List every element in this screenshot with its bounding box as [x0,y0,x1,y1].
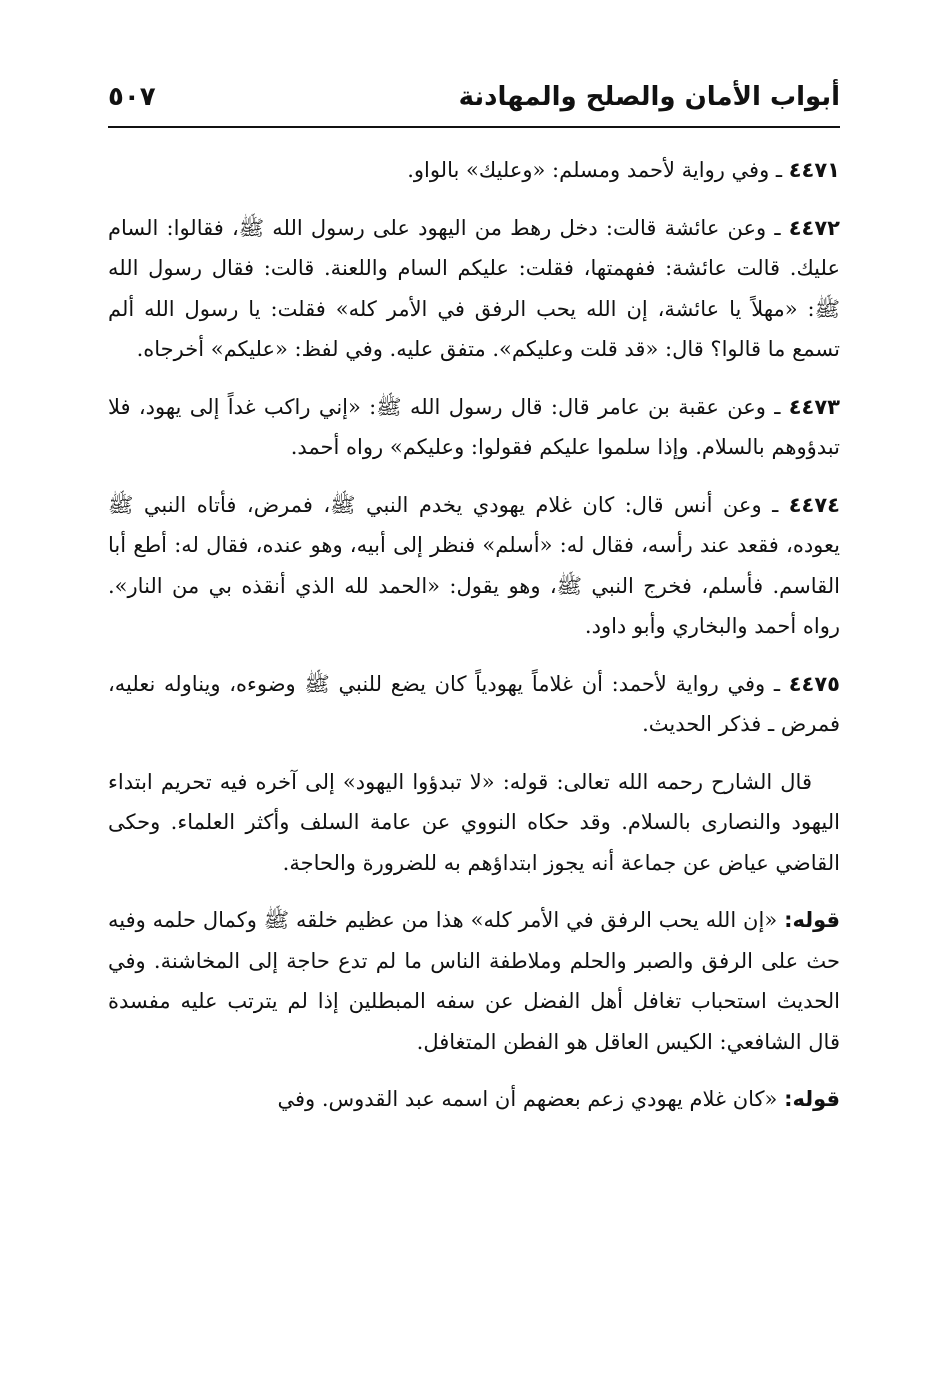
hadith-4475 [108,664,840,745]
hadith-4473 [108,387,840,468]
commentary-keyword: قوله: [784,908,840,932]
header-rule [108,126,840,128]
hadith-number: ٤٤٧٥ [788,671,840,696]
hadith-4471 [108,150,840,191]
commentary-text: قال الشارح رحمه الله تعالى: قوله: «لا تبدؤوا اليهود» إلى آخره فيه تحريم ابتداء اليهود والنصارى بالسلام. وقد حكاه النووي عن عامة السلف وأكثر العلماء. وحكى القاضي عياض عن جماعة أنه يجوز ابتداؤهم به للضرورة والحاجة. [108,769,840,875]
hadith-text: ـ وعن أنس قال: كان غلام يهودي يخدم النبي ﷺ، فمرض، فأتاه النبي ﷺ يعوده، فقعد عند رأسه، فقال له: «أسلم» فنظر إلى أبيه، وهو عنده، فقال له: أطع أبا القاسم. فأسلم، فخرج النبي ﷺ، وهو يقول: «الحمد لله الذي أنقذه بي من النار». رواه أحمد والبخاري وأبو داود. [108,492,840,638]
hadith-text: ـ وعن عائشة قالت: دخل رهط من اليهود على رسول الله ﷺ، فقالوا: السام عليك. قالت عائشة: ففهمتها، فقلت: عليكم السام واللعنة. قالت: فقال رسول الله ﷺ: «مهلاً يا عائشة، إن الله يحب الرفق في الأمر كله» فقلت: يا رسول الله ألم تسمع ما قالوا؟ قال: «قد قلت وعليكم». متفق عليه. وفي لفظ: «عليكم» أخرجاه. [108,215,840,361]
commentary-text: «كان غلام يهودي زعم بعضهم أن اسمه عبد القدوس. وفي [277,1087,785,1111]
page-header [108,76,840,128]
running-title: أبواب الأمان والصلح والمهادنة [458,82,840,112]
commentary-intro [108,762,840,884]
hadith-4472 [108,208,840,370]
hadith-number: ٤٤٧١ [788,158,840,182]
hadith-4474 [108,485,840,647]
page-body [108,150,840,1137]
commentary-paragraph [108,1079,840,1120]
commentary-text: «إن الله يحب الرفق في الأمر كله» هذا من عظيم خلقه ﷺ وكمال حلمه وفيه حث على الرفق والصبر والحلم وملاطفة الناس ما لم تدع حاجة إلى المخاشنة. وفي الحديث استحباب تغافل أهل الفضل عن سفه المبطلين إذا لم يترتب عليه مفسدة قال الشافعي: الكيس العاقل هو الفطن المتغافل. [108,908,840,1054]
hadith-text: ـ وفي رواية لأحمد: أن غلاماً يهودياً كان يضع للنبي ﷺ وضوءه، ويناوله نعليه، فمرض ـ فذكر الحديث. [108,671,840,736]
commentary-paragraph [108,900,840,1062]
hadith-number: ٤٤٧٤ [788,492,840,517]
hadith-number: ٤٤٧٣ [788,394,840,419]
hadith-text: ـ وعن عقبة بن عامر قال: قال رسول الله ﷺ: «إني راكب غداً إلى يهود، فلا تبدؤوهم بالسلام. وإذا سلموا عليكم فقولوا: وعليكم» رواه أحمد. [108,394,840,459]
hadith-number: ٤٤٧٢ [788,215,840,240]
page-number: ٥٠٧ [108,82,156,112]
commentary-keyword: قوله: [784,1087,840,1111]
hadith-text: ـ وفي رواية لأحمد ومسلم: «وعليك» بالواو. [407,158,789,182]
